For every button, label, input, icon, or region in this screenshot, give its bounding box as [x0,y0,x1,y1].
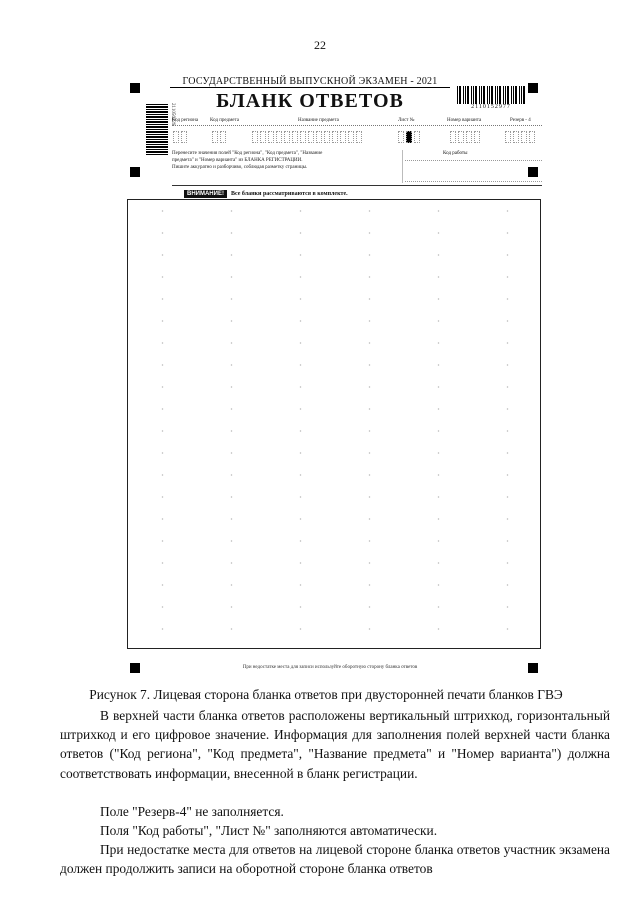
registration-marker-mid-left [130,167,140,177]
vertical-barcode [146,103,168,155]
subject-code-label: Код предмета [210,118,239,123]
registration-marker-bottom-right [528,663,538,673]
page-number: 22 [314,38,326,52]
paragraph-auto-fields: Поля "Код работы", "Лист №" заполняются автоматически. [100,823,438,838]
region-code-cells[interactable] [173,131,187,143]
instructions-block [172,150,403,183]
paragraph-reserve: Поле "Резерв-4" не заполняется. [100,804,284,819]
registration-marker-top-left [130,83,140,93]
work-code-label: Код работы [443,151,468,156]
figure-caption: Рисунок 7. Лицевая сторона бланка ответов при двусторонней печати бланков ГВЭ [89,687,563,702]
sheet-number-cells [398,131,420,143]
horizontal-barcode-digits: 2110152977 [471,104,511,110]
variant-number-label: Номер варианта [447,118,482,123]
subject-code-cells[interactable] [212,131,226,143]
instruction-line: предмета" и "Номер варианта" из БЛАНКА РЕГИСТРАЦИИ. [172,158,303,163]
variant-number-cells[interactable] [450,131,480,143]
instruction-line: Пишите аккуратно и разборчиво, соблюдая разметку страницы. [172,165,308,170]
answer-writing-area[interactable] [127,199,541,649]
paragraph-barcodes: В верхней части бланка ответов расположены вертикальный штрихкод, горизонтальный штрихкод и его цифровое значение. Информация для заполнения полей верхней части бланка ответов ("Код региона", "Код предмета", "Название предмета" и "Номер варианта") должна соответствовать информации, внесенной в бланк регистрации. [60,708,610,781]
work-code-field [405,160,542,182]
paragraph-overflow: При недостатке места для ответов на лицевой стороне бланка ответов участник экзамена должен продолжить записи на оборотной стороне бланка ответов [60,842,610,877]
exam-header-title: ГОСУДАРСТВЕННЫЙ ВЫПУСКНОЙ ЭКЗАМЕН - 2021 [170,76,450,87]
subject-name-label: Название предмета [298,118,339,123]
reserve-4-label: Резерв - 4 [510,118,531,123]
reserve-4-cells [505,131,535,143]
subject-name-cells[interactable] [252,131,362,143]
instruction-line: Перенесите значения полей "Код региона", "Код предмета", "Название [172,151,323,156]
bottom-note: При недостатке места для записи используйте оборотную сторону бланка ответов [242,665,418,670]
header-separator [172,185,542,186]
horizontal-barcode [457,86,525,104]
region-code-label: Код региона [172,118,199,123]
attention-notice [184,189,348,198]
vertical-barcode-digits: 211056229 [170,103,175,126]
attention-text: Все бланки рассматриваются в комплекте. [230,190,348,197]
registration-marker-bottom-left [130,663,140,673]
form-title: БЛАНК ОТВЕТОВ [216,90,404,112]
field-divider [172,125,542,126]
attention-badge: ВНИМАНИЕ! [184,190,227,198]
sheet-number-label: Лист № [398,118,415,123]
registration-marker-top-right [528,83,538,93]
